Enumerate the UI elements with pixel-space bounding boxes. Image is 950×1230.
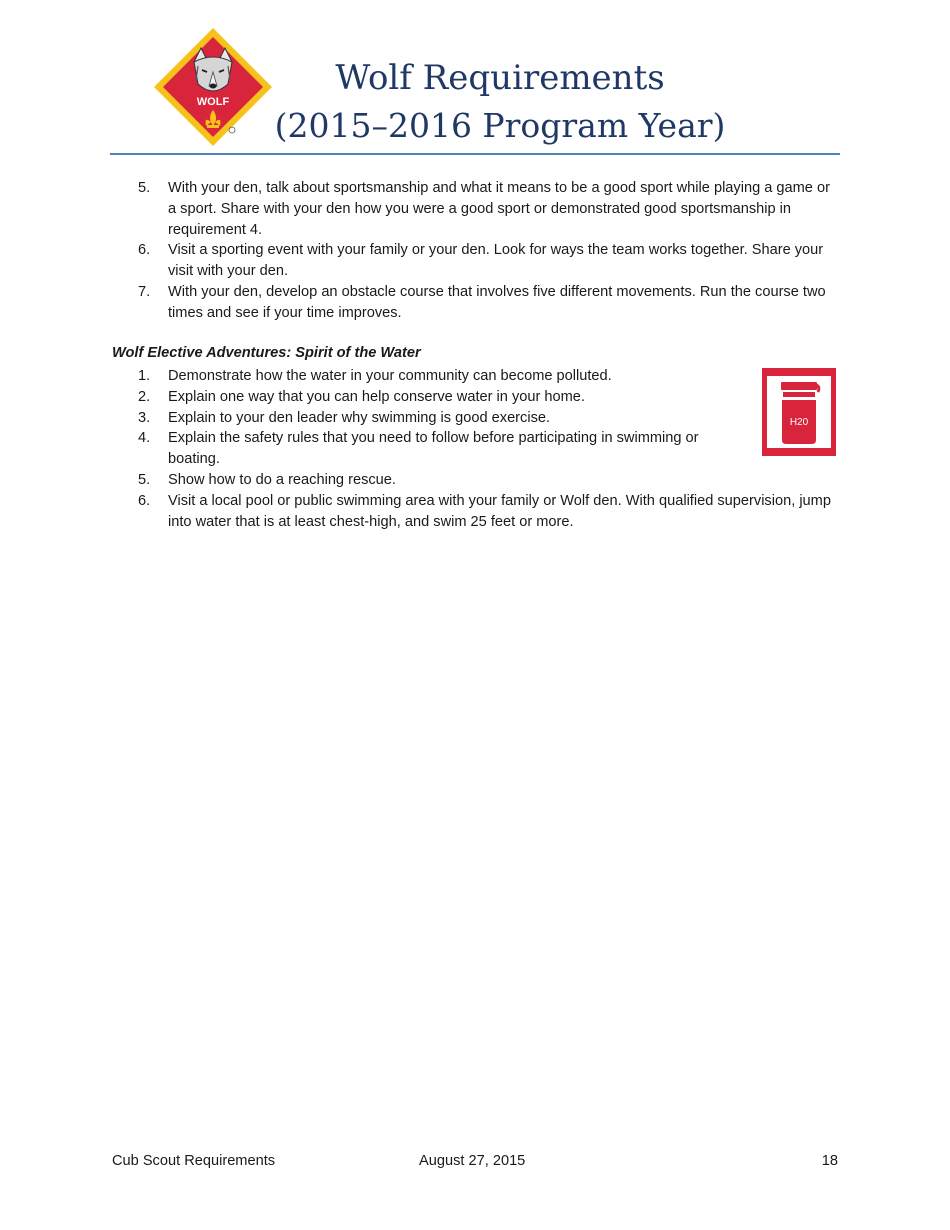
list-item-text: Visit a local pool or public swimming area with your family or Wolf den. With qualified supervision, jump into water that is at least chest-high, and swim 25 feet or more. (168, 492, 831, 530)
list-item (112, 408, 832, 429)
list-item (112, 366, 832, 387)
footer-date: August 27, 2015 (419, 1153, 526, 1169)
list-item (112, 282, 832, 324)
footer-page-number: 18 (821, 1153, 838, 1169)
section-heading: Wolf Elective Adventures: Spirit of the Water (112, 345, 421, 361)
list-item-number: 6. (138, 492, 151, 509)
header-rule (110, 153, 840, 155)
list-item-text: Visit a sporting event with your family or your den. Look for ways the team works together. Share your visit with your den. (168, 242, 824, 280)
list-item-number: 5. (138, 471, 151, 488)
logo-label: WOLF (196, 96, 230, 108)
list-item-text: Explain the safety rules that you need to follow before participating in swimming or boating. (168, 430, 699, 468)
list-item-number: 4. (138, 430, 151, 447)
list-item (112, 491, 832, 533)
requirements-list-continued (112, 178, 832, 324)
list-item (112, 428, 832, 470)
list-item-text: With your den, talk about sportsmanship and what it means to be a good sport while playing a game or a sport. Share with your den how you were a good sport or demonstrated good sportsmanship in requirement 4. (168, 180, 830, 238)
list-item-number: 7. (138, 283, 151, 300)
list-item-text: Show how to do a reaching rescue. (168, 471, 396, 488)
registered-mark-icon (229, 127, 235, 133)
list-item-text: Explain to your den leader why swimming is good exercise. (168, 409, 551, 426)
list-item-text: Demonstrate how the water in your community can become polluted. (168, 368, 612, 384)
water-icon-label: H20 (789, 417, 809, 428)
spirit-of-the-water-list (112, 366, 832, 532)
list-item (112, 387, 832, 408)
list-item-number: 6. (138, 242, 151, 259)
list-item (112, 240, 832, 282)
list-item-number: 1. (138, 368, 151, 384)
list-item-number: 2. (138, 388, 151, 405)
page-subtitle: (2015–2016 Program Year) (274, 106, 726, 145)
footer-document-title: Cub Scout Requirements (112, 1153, 276, 1169)
page-title: Wolf Requirements (335, 58, 665, 98)
list-item (112, 178, 832, 240)
list-item (112, 470, 832, 491)
list-item-text: With your den, develop an obstacle course that involves five different movements. Run the course two times and see if your time improves. (168, 283, 826, 321)
list-item-text: Explain one way that you can help conserve water in your home. (168, 388, 585, 405)
list-item-number: 3. (138, 409, 151, 426)
list-item-number: 5. (138, 180, 151, 196)
